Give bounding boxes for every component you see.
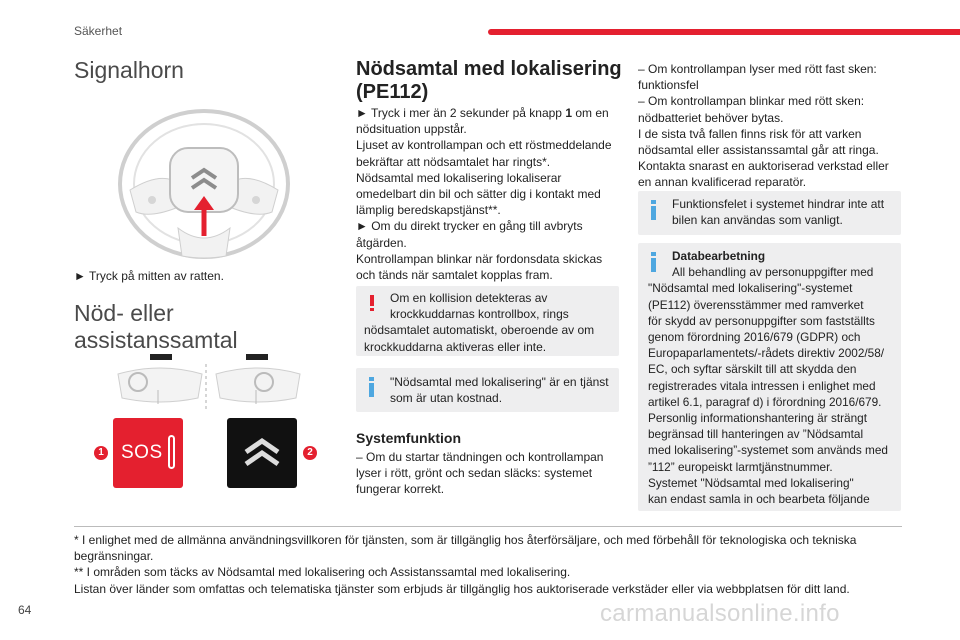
- info-box-databearbetning: [638, 243, 901, 511]
- body-line: – Om kontrollampan lyser med rött fast sken:: [638, 62, 877, 76]
- info-icon: [365, 376, 379, 398]
- body-line: ► Om du direkt trycker en gång till avbryts: [356, 219, 583, 234]
- body-line: åtgärden.: [356, 235, 407, 250]
- warning-line: krockkuddarnas kontrollbox, rings: [390, 307, 569, 322]
- callout-1: 1: [94, 446, 108, 460]
- indicator-lamp: [168, 435, 175, 469]
- info-box-fault: [638, 191, 901, 235]
- overhead-console-illustration: [114, 354, 304, 410]
- warning-line: nödsamtalet automatiskt, oberoende av om: [364, 323, 595, 338]
- col3-body: [638, 61, 904, 191]
- heading-systemfunktion: Systemfunktion: [356, 430, 462, 446]
- footnote-line: begränsningar.: [74, 549, 154, 564]
- databearbetning-line: (PE112) överensstämmer med ramverket: [648, 297, 864, 312]
- databearbetning-line: ”112” europeiskt larmtjänstnummer.: [648, 459, 833, 474]
- heading-nod-line2: assistanssamtal: [74, 327, 238, 353]
- databearbetning-line: "Nödsamtal med lokalisering"-systemet: [648, 281, 853, 296]
- info-line: "Nödsamtal med lokalisering" är en tjänst: [390, 375, 609, 389]
- databearbetning-text: [648, 264, 895, 507]
- callout-2: 2: [303, 446, 317, 460]
- body-line: och tänds när samtalet kopplas fram.: [356, 268, 553, 283]
- databearbetning-line: registrerades vitala intressen i enlighet med: [648, 378, 876, 393]
- body-line: nödsamtal eller assistanssamtal går att ringa.: [638, 143, 879, 158]
- heading-nod-line1: Nöd- eller: [74, 300, 174, 326]
- systemfunktion-body: [356, 449, 624, 498]
- caption-press-center: ► Tryck på mitten av ratten.: [74, 269, 224, 283]
- body-line: bekräftar att nödsamtalet har ringts*.: [356, 154, 551, 169]
- body-line: Kontrollampan blinkar när fordonsdata skickas: [356, 251, 603, 266]
- body-line: – Om kontrollampan blinkar med rött sken:: [638, 94, 865, 109]
- assistance-button[interactable]: [227, 418, 297, 488]
- footnote-divider: [74, 526, 902, 527]
- pe112-body: [356, 105, 624, 283]
- databearbetning-line: begränsad till hanteringen av ”Nödsamtal: [648, 427, 864, 442]
- body-line: Nödsamtal med lokalisering lokaliserar: [356, 170, 562, 185]
- body-line: – Om du startar tändningen och kontrollampan: [356, 450, 604, 464]
- body-line: Kontakta snarast en auktoriserad verkstad eller: [638, 159, 889, 174]
- body-line: I de sista två fallen finns risk för att varken: [638, 126, 862, 141]
- info-icon: [647, 199, 661, 221]
- steering-wheel-illustration: [116, 108, 292, 260]
- databearbetning-line: artikel 6.1, paragraf d) i förordning 2016/679.: [648, 394, 882, 409]
- databearbetning-title: Databearbetning: [672, 249, 766, 263]
- databearbetning-line: Systemet "Nödsamtal med lokalisering": [648, 475, 854, 490]
- heading-pe112-line2: (PE112): [356, 81, 429, 103]
- warning-line: krockkuddarna aktiveras eller inte.: [364, 339, 547, 354]
- info-line: bilen kan användas som vanligt.: [672, 213, 843, 228]
- footnote-line: ** I områden som täcks av Nödsamtal med lokalisering och Assistanssamtal med lokalisering.: [74, 565, 571, 580]
- databearbetning-line: Europaparlamentets/-rådets direktiv 2002/58/: [648, 346, 885, 361]
- databearbetning-line: All behandling av personuppgifter med: [672, 265, 874, 280]
- databearbetning-line: Personlig informationshantering är strängt: [648, 411, 868, 426]
- body-line: en annan kvalificerad reparatör.: [638, 175, 807, 190]
- heading-signalhorn: Signalhorn: [74, 57, 184, 83]
- info-line: Funktionsfelet i systemet hindrar inte att: [672, 197, 885, 211]
- info-line: som är utan kostnad.: [390, 391, 503, 406]
- footnote-line: Listan över länder som omfattas och telematiska tjänster som erbjuds är tillgänglig hos auktoriserade verkstäder eller via webbplatsen för ditt land.: [74, 581, 850, 596]
- heading-pe112-line1: Nödsamtal med lokalisering: [356, 58, 622, 80]
- databearbetning-line: genom förordning 2016/679 (GDPR) och: [648, 330, 861, 345]
- databearbetning-line: med lokalisering”-systemet som används med: [648, 443, 888, 458]
- warning-exclamation-icon: [365, 294, 379, 312]
- body-line: nödsituation uppstår.: [356, 122, 467, 137]
- info-icon: [647, 251, 661, 273]
- warning-box: [356, 286, 619, 356]
- body-line: fungerar korrekt.: [356, 482, 445, 497]
- chevron-logo-icon: [242, 434, 282, 472]
- databearbetning-line: för skydd av personuppgifter som fastställts: [648, 313, 875, 328]
- body-line: lyser i rött, grönt och sedan släcks: systemet: [356, 466, 593, 481]
- info-box-free: [356, 368, 619, 412]
- body-line: lämplig beredskapstjänst**.: [356, 203, 501, 218]
- body-line: funktionsfel: [638, 78, 699, 93]
- databearbetning-line: EC, och syftar särskilt till att skydda den: [648, 362, 857, 377]
- footnotes: [74, 532, 902, 597]
- body-line: Ljuset av kontrollampan och ett röstmeddelande: [356, 138, 612, 153]
- footnote-line: * I enlighet med de allmänna användningsvillkoren för tjänsten, som är tillgänglig hos återförsäljare, och med förbehåll för teknologiska och tekniska: [74, 533, 857, 547]
- body-line: omedelbart din bil och sätter dig i kontakt med: [356, 187, 601, 202]
- sos-label: SOS: [121, 442, 163, 463]
- warning-line: Om en kollision detekteras av: [390, 291, 548, 305]
- watermark: carmanualsonline.info: [600, 600, 840, 627]
- databearbetning-line: kan endast samla in och bearbeta följande: [648, 492, 870, 507]
- body-line: ► Tryck i mer än 2 sekunder på knapp 1 om en: [356, 106, 609, 120]
- sos-button[interactable]: [113, 418, 183, 488]
- page-number: 64: [18, 603, 32, 617]
- section-title: Säkerhet: [74, 24, 123, 38]
- body-line: nödbatteriet behöver bytas.: [638, 110, 784, 125]
- header-accent-bar: [488, 29, 960, 35]
